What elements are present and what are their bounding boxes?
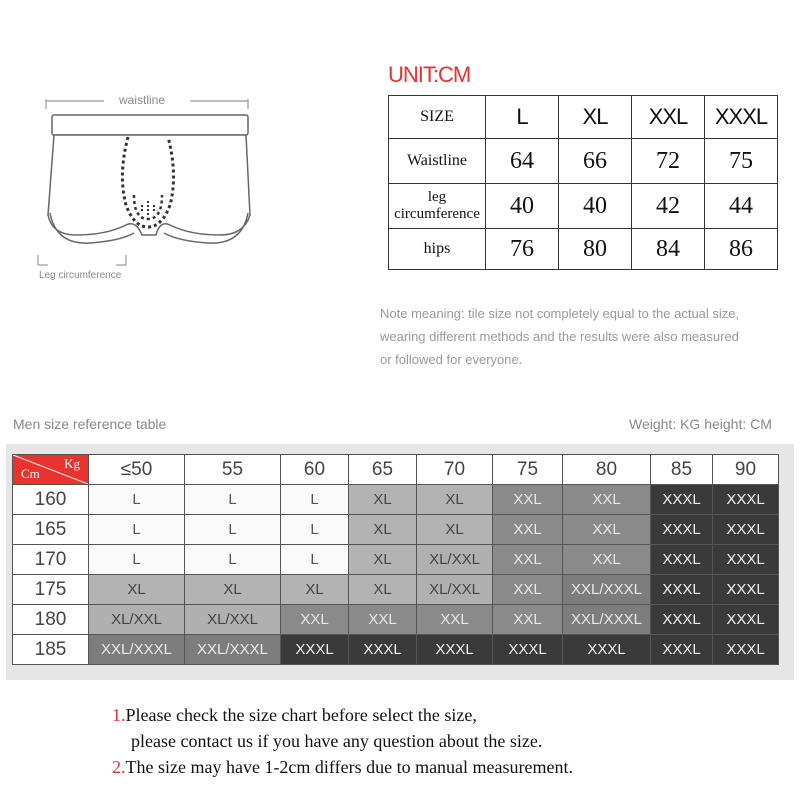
footer-number: 1.: [112, 705, 126, 725]
size-cell: XXXL: [713, 635, 779, 665]
size-header-cell: XXL: [632, 96, 705, 139]
size-cell: XL: [349, 575, 417, 605]
footer-item-1-continued: please contact us if you have any question about the size.: [131, 731, 543, 751]
size-cell: XXXL: [493, 635, 563, 665]
size-cell: XXXL: [563, 635, 651, 665]
size-cell: XXXL: [713, 575, 779, 605]
size-cell: XXXL: [651, 515, 713, 545]
size-cell: XXXL: [713, 605, 779, 635]
footer-item-2: [112, 754, 573, 780]
size-cell: XL/XXL: [185, 605, 281, 635]
waistline-label: waistline: [119, 93, 166, 107]
measurement-cell: 40: [486, 184, 559, 229]
size-cell: XL: [185, 575, 281, 605]
size-cell: L: [89, 515, 185, 545]
size-cell: XL: [281, 575, 349, 605]
size-header-label: SIZE: [389, 96, 486, 139]
size-cell: XXL: [563, 545, 651, 575]
cm-label: Cm: [21, 466, 40, 481]
size-cell: XXL: [563, 515, 651, 545]
kg-label: Kg: [64, 456, 80, 471]
footer-text: Please check the size chart before select the size,: [125, 705, 477, 725]
weight-header-cell: 65: [349, 455, 417, 485]
note-line: wearing different methods and the results were also measured: [380, 329, 739, 344]
size-cell: XXL/XXXL: [563, 605, 651, 635]
measurement-cell: 86: [705, 229, 778, 270]
size-cell: L: [281, 515, 349, 545]
height-cell: 165: [13, 515, 89, 545]
size-cell: L: [185, 515, 281, 545]
measurement-cell: 76: [486, 229, 559, 270]
measurement-cell: 80: [559, 229, 632, 270]
hips-row: [389, 229, 778, 270]
weight-header-cell: 80: [563, 455, 651, 485]
size-cell: XXL/XXXL: [563, 575, 651, 605]
weight-header-cell: 55: [185, 455, 281, 485]
leg-circumference-row: [389, 184, 778, 229]
size-header-row: [389, 96, 778, 139]
reference-table-units: Weight: KG height: CM: [629, 416, 772, 432]
size-cell: XL: [89, 575, 185, 605]
note-text: [380, 302, 800, 371]
note-line: Note meaning: tile size not completely equal to the actual size,: [380, 306, 740, 321]
height-row: [13, 515, 779, 545]
size-cell: XL/XXL: [417, 575, 493, 605]
size-cell: XXL: [493, 515, 563, 545]
size-cell: XXXL: [349, 635, 417, 665]
size-cell: XXL/XXXL: [185, 635, 281, 665]
briefs-diagram: [30, 85, 290, 290]
row-label: hips: [389, 229, 486, 270]
size-cell: XXL/XXXL: [89, 635, 185, 665]
height-row: [13, 485, 779, 515]
weight-header-cell: 60: [281, 455, 349, 485]
size-cell: L: [185, 485, 281, 515]
size-cell: XXL: [493, 485, 563, 515]
size-cell: XXXL: [651, 545, 713, 575]
size-cell: XXXL: [651, 485, 713, 515]
height-row: [13, 545, 779, 575]
reference-table: [12, 454, 779, 665]
size-cell: XXL: [563, 485, 651, 515]
size-cell: L: [185, 545, 281, 575]
measurement-cell: 44: [705, 184, 778, 229]
height-cell: 185: [13, 635, 89, 665]
weight-header-cell: 90: [713, 455, 779, 485]
size-cell: L: [89, 545, 185, 575]
briefs-illustration: [30, 85, 290, 290]
size-cell: XXL: [493, 545, 563, 575]
row-label: leg circumference: [389, 184, 486, 229]
size-cell: XL/XXL: [417, 545, 493, 575]
size-header-cell: L: [486, 96, 559, 139]
reference-table-title: Men size reference table: [13, 416, 167, 432]
height-cell: 175: [13, 575, 89, 605]
size-cell: XL: [417, 515, 493, 545]
size-cell: XXL: [493, 605, 563, 635]
measurement-cell: 40: [559, 184, 632, 229]
size-cell: XXXL: [281, 635, 349, 665]
height-cell: 160: [13, 485, 89, 515]
height-cell: 170: [13, 545, 89, 575]
measurement-cell: 75: [705, 139, 778, 184]
size-header-cell: XL: [559, 96, 632, 139]
footer-number: 2.: [112, 757, 126, 777]
corner-header-cell: [13, 455, 89, 485]
height-row: [13, 635, 779, 665]
measurement-cell: 66: [559, 139, 632, 184]
size-cell: XXXL: [651, 605, 713, 635]
size-cell: XXXL: [713, 485, 779, 515]
size-cell: XL: [417, 485, 493, 515]
size-cell: XL: [349, 515, 417, 545]
unit-title: UNIT:CM: [388, 62, 471, 87]
size-cell: XXL: [349, 605, 417, 635]
size-cell: XXXL: [713, 545, 779, 575]
size-cell: XXXL: [713, 515, 779, 545]
leg-circumference-label: Leg circumference: [39, 270, 122, 281]
size-cell: XL: [349, 545, 417, 575]
height-row: [13, 605, 779, 635]
size-cell: L: [281, 485, 349, 515]
size-cell: XL: [349, 485, 417, 515]
footer-item-1: [112, 702, 573, 728]
height-cell: 180: [13, 605, 89, 635]
size-cell: XXL: [281, 605, 349, 635]
measurement-cell: 64: [486, 139, 559, 184]
size-cell: XXXL: [651, 635, 713, 665]
row-label: Waistline: [389, 139, 486, 184]
note-line: or followed for everyone.: [380, 352, 523, 367]
size-cell: L: [89, 485, 185, 515]
size-chart-table: [388, 95, 778, 270]
size-cell: XXL: [493, 575, 563, 605]
size-header-cell: XXXL: [705, 96, 778, 139]
size-cell: XXL: [417, 605, 493, 635]
measurement-cell: 72: [632, 139, 705, 184]
size-cell: XXXL: [417, 635, 493, 665]
size-cell: XXXL: [651, 575, 713, 605]
weight-header-cell: 75: [493, 455, 563, 485]
waistline-row: [389, 139, 778, 184]
weight-header-cell: 85: [651, 455, 713, 485]
weight-header-cell: 70: [417, 455, 493, 485]
size-cell: XL/XXL: [89, 605, 185, 635]
size-cell: L: [281, 545, 349, 575]
weight-header-row: [13, 455, 779, 485]
measurement-cell: 42: [632, 184, 705, 229]
height-row: [13, 575, 779, 605]
weight-header-cell: ≤50: [89, 455, 185, 485]
measurement-cell: 84: [632, 229, 705, 270]
footer-text: The size may have 1-2cm differs due to manual measurement.: [125, 757, 574, 777]
footer-notes: [112, 702, 573, 780]
